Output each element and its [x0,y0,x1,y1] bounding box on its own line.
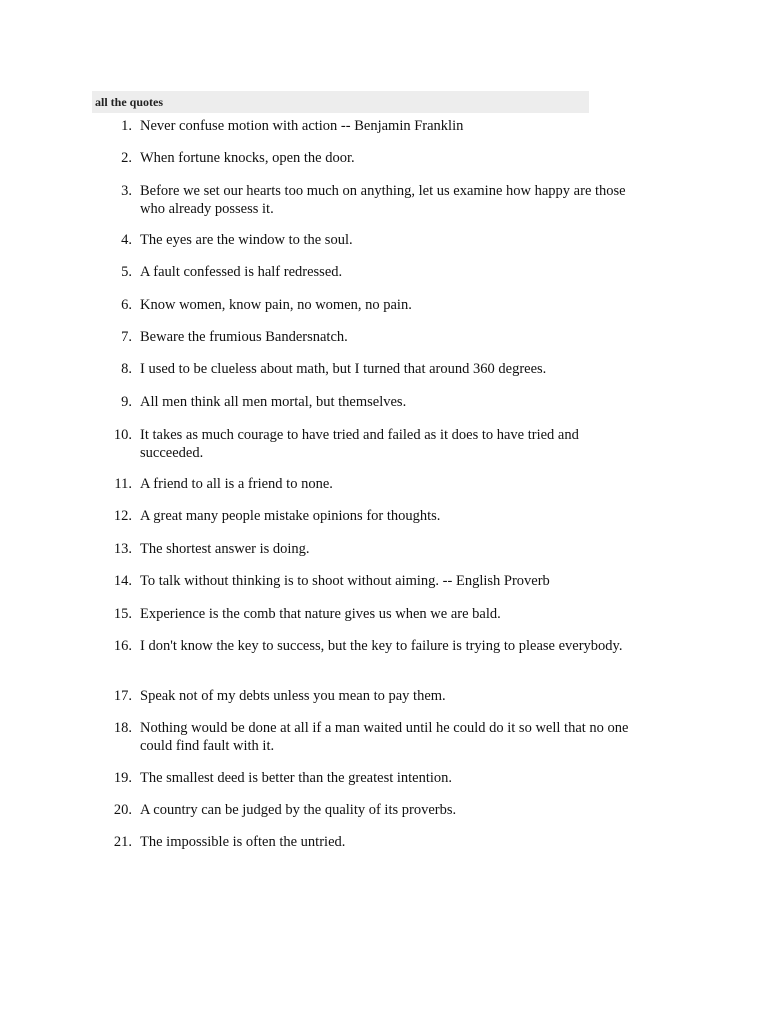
list-item-number: 11. [114,476,132,492]
quote-text: Speak not of my debts unless you mean to pay them. [140,688,446,704]
quote-text: All men think all men mortal, but themselves. [140,394,407,410]
quote-text: A fault confessed is half redressed. [140,264,343,280]
list-item-number: 15. [113,606,132,622]
list-item-number: 4. [121,232,132,248]
quote-text: A country can be judged by the quality of its proverbs. [140,802,457,818]
list-item-number: 1. [121,118,132,134]
quote-text: A friend to all is a friend to none. [140,476,333,492]
list-item-number: 21. [113,834,132,850]
list-item-number: 13. [113,541,132,557]
list-item-number: 14. [113,573,132,589]
list-item-number: 17. [113,688,132,704]
list-item-number: 9. [121,394,132,410]
quote-text: Beware the frumious Bandersnatch. [140,329,348,345]
list-item-number: 18. [113,720,132,736]
quote-text: Never confuse motion with action -- Benjamin Franklin [140,118,464,134]
list-item-number: 7. [121,329,132,345]
list-item-number: 2. [121,150,132,166]
list-item-number: 16. [113,638,132,654]
list-item-number: 19. [113,770,132,786]
quote-text: The shortest answer is doing. [140,541,310,557]
list-item-number: 6. [121,297,132,313]
quote-text: Nothing would be done at all if a man waited until he could do it so well that no one could find fault with it. [140,720,629,754]
list-item-number: 8. [121,361,132,377]
quote-text: I don't know the key to success, but the key to failure is trying to please everybody. [140,638,623,654]
quote-text: Before we set our hearts too much on anything, let us examine how happy are those who already possess it. [140,183,626,217]
list-item-number: 20. [113,802,132,818]
list-item-number: 5. [121,264,132,280]
quote-text: Know women, know pain, no women, no pain. [140,297,412,313]
list-item-number: 3. [121,183,132,199]
quote-text: Experience is the comb that nature gives us when we are bald. [140,606,501,622]
quote-text: The eyes are the window to the soul. [140,232,353,248]
quote-text: A great many people mistake opinions for thoughts. [140,508,441,524]
quote-text: It takes as much courage to have tried and failed as it does to have tried and succeeded. [140,427,579,461]
section-header: all the quotes [92,91,589,113]
quote-text: I used to be clueless about math, but I turned that around 360 degrees. [140,361,547,377]
quote-text: When fortune knocks, open the door. [140,150,355,166]
list-item-number: 12. [113,508,132,524]
quote-text: To talk without thinking is to shoot without aiming. -- English Proverb [140,573,550,589]
quote-text: The smallest deed is better than the greatest intention. [140,770,453,786]
list-item-number: 10. [113,427,132,443]
quote-text: The impossible is often the untried. [140,834,346,850]
